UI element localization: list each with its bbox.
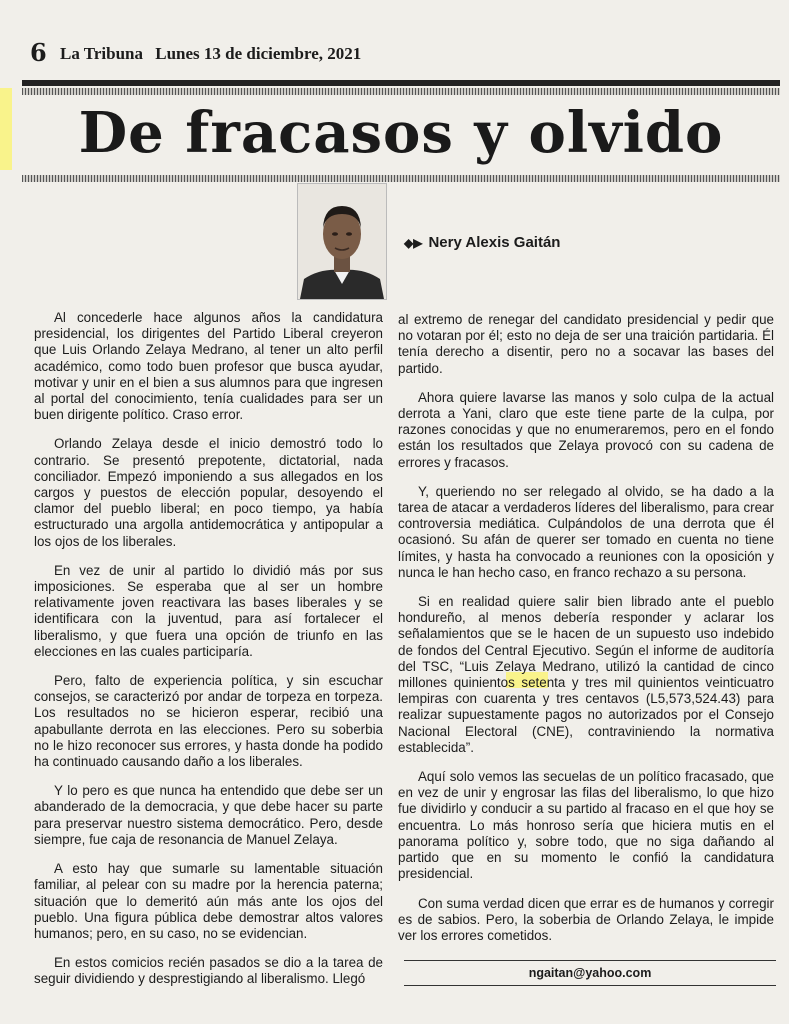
- paragraph: Si en realidad quiere salir bien librado ante el pueblo hondureño, al menos debería responder y aclarar los señalamientos que se le hacen de un supuesto uso indebido de fondos del Central Ejecutivo. Según el informe de auditoría del TSC, “Luis Zelaya Medrano, utilizó la cantidad de cinco millones quinientos setenta y tres mil quinientos veinticuatro lempiras con cuarenta y tres centavos (L5,573,524.43) para realizar supuestamente pagos no autorizados por el Consejo Nacional Electoral (CNE), contraviniendo la normativa establecida”.: [398, 594, 774, 755]
- right-column: [398, 312, 774, 957]
- paragraph: Orlando Zelaya desde el inicio demostró todo lo contrario. Se presentó prepotente, dictatorial, nada conciliador. Empezó imponiendo a sus allegados en los cargos y puestos de elección popular, desoyendo el clamor del pueblo liberal; en poco tiempo, ya había estructurado una argolla antidemocrática y antipopular a los ojos de los liberales.: [34, 436, 383, 549]
- paragraph: Pero, falto de experiencia política, y sin escuchar consejos, se caracterizó por andar de torpeza en torpeza. Los resultados no se hicieron esperar, recibió una apabullante derrota en las elecciones. Pero su soberbia no le hizo reconocer sus errores, y hasta donde ha podido ha continuado causando daño a los liberales.: [34, 673, 383, 770]
- header-line: [60, 44, 361, 64]
- paragraph: Al concederle hace algunos años la candidatura presidencial, los dirigentes del Partido Liberal creyeron que Luis Orlando Zelaya Medrano, al tener un alto perfil académico, como todo buen profesor que busca ayudar, motivar y unir en el bien a sus alumnos para que ingresen al portal del conocimiento, tenía cualidades para ser un buen dirigente político. Craso error.: [34, 310, 383, 423]
- page-header: [22, 38, 782, 72]
- article-title: De fracasos y olvido: [78, 100, 724, 166]
- highlighter-mark-left: [0, 88, 12, 170]
- author-photo: [297, 183, 387, 300]
- footer-rule-top: [404, 960, 776, 961]
- publication-name: La Tribuna: [60, 44, 143, 63]
- paragraph: En vez de unir al partido lo dividió más por sus imposiciones. Se esperaba que al ser un hombre relativamente joven reactivara las bases liberales y se identificara con la juventud, para así fortalecer el liberalismo, y que fuera una opción de triunfo en las elecciones en las cuales participaría.: [34, 562, 383, 659]
- author-email: ngaitan@yahoo.com: [528, 966, 652, 980]
- title-bottom-band: [22, 175, 780, 182]
- page-number: 6: [30, 38, 47, 67]
- footer-rule-bottom: [404, 985, 776, 986]
- left-column: [34, 310, 383, 1001]
- publication-date: Lunes 13 de diciembre, 2021: [155, 44, 362, 63]
- author-name: Nery Alexis Gaitán: [428, 234, 561, 251]
- paragraph: al extremo de renegar del candidato presidencial y pedir que no votaran por él; esto no deja de ser una traición partidaria. Él tenía derecho a disentir, pero no a socavar las bases del partido.: [398, 312, 774, 376]
- paragraph: Ahora quiere lavarse las manos y solo culpa de la actual derrota a Yani, claro que este tiene parte de la culpa, por razones conocidas y que no enumeraremos, pero en el fondo están los resultados que Zelaya provocó con su cadena de errores y fracasos.: [398, 389, 774, 470]
- header-rule: [22, 80, 780, 86]
- paragraph: A esto hay que sumarle su lamentable situación familiar, al pelear con su madre por la herencia paterna; situación que lo demeritó aún más ante los ojos del pueblo. Una figura pública debe demostrar altos valores humanos; pero, en su caso, no se evidencian.: [34, 861, 383, 941]
- byline-bullet-icon: ◆▶: [404, 236, 423, 250]
- paragraph: Y lo pero es que nunca ha entendido que debe ser un abanderado de la democracia, y que debe hacer su parte para preservar nuestro sistema democrático. Pero, desde siempre, fue caja de resonancia de Manuel Zelaya.: [34, 783, 383, 847]
- paragraph: Con suma verdad dicen que errar es de humanos y corregir es de sabios. Pero, la soberbia de Orlando Zelaya, le impide ver los errores cometidos.: [398, 895, 774, 943]
- paragraph: En estos comicios recién pasados se dio a la tarea de seguir dividiendo y desprestigiando al liberalismo. Llegó: [34, 955, 383, 987]
- author-byline: [404, 234, 560, 251]
- paragraph: Y, queriendo no ser relegado al olvido, se ha dado a la tarea de atacar a verdaderos líderes del liberalismo, para crear controversia mediática. Culpándolos de una derrota que él ocasionó. Su afán de querer ser tomado en cuenta no tiene límites, y hasta ha convocado a reuniones con la oposición y nunca le han hecho caso, en franco rechazo a su persona.: [398, 483, 774, 580]
- title-top-band: [22, 88, 780, 95]
- paragraph: Aquí solo vemos las secuelas de un político fracasado, que en vez de unir y engrosar las filas del liberalismo, lo que hizo fue dividirlo y conducir a su partido al fracaso en el que hoy se encuentra. Lo más honroso sería que hiciera mutis en el panorama político y, sobre todo, que no siga dañando al partido que en su momento le confió la candidatura presidencial.: [398, 769, 774, 882]
